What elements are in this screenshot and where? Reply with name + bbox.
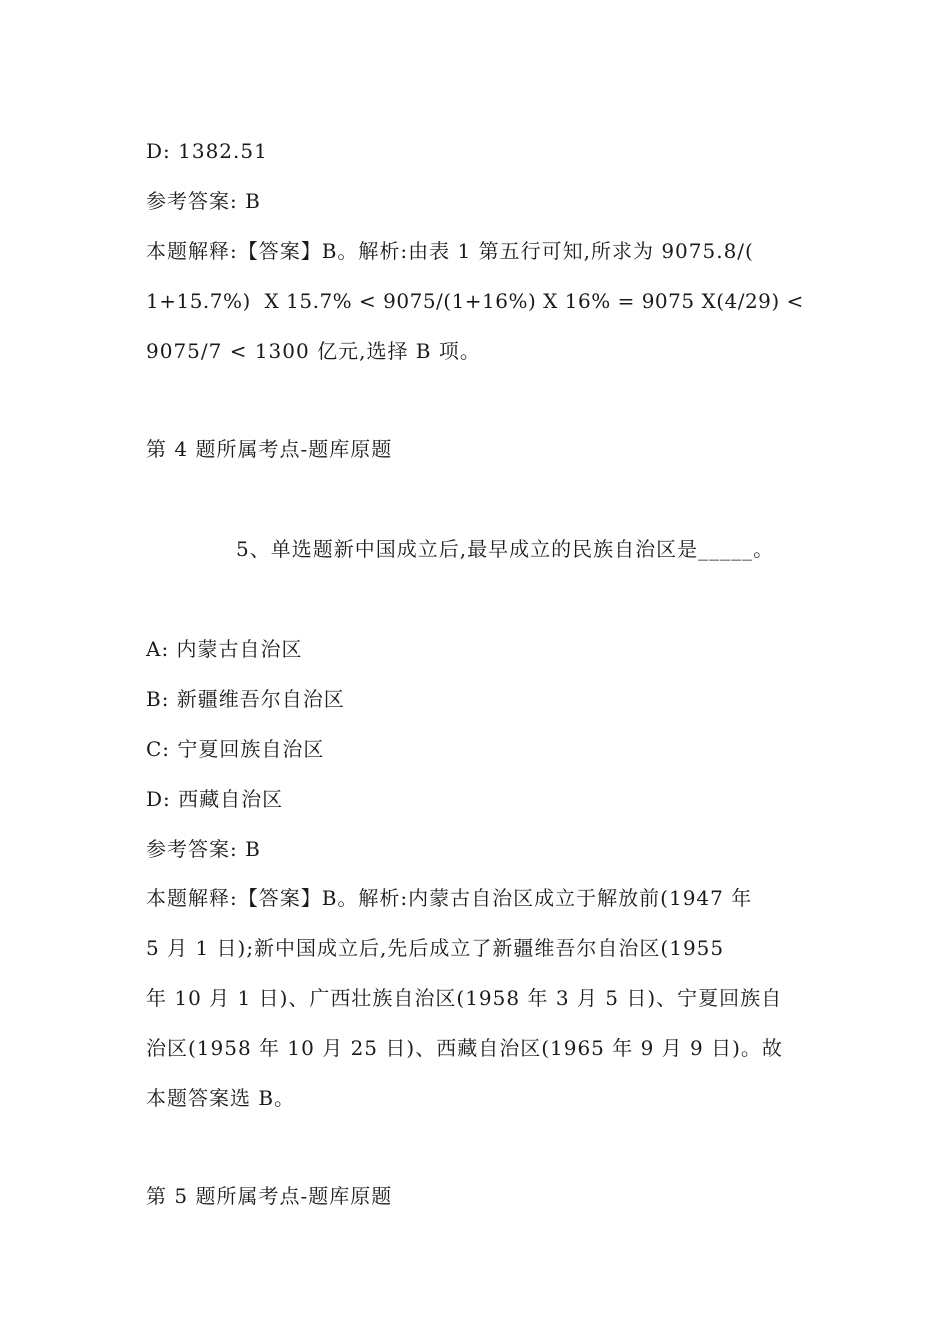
q5-explanation-line-1: 本题解释:【答案】B。解析:内蒙古自治区成立于解放前(1947 年 <box>146 886 753 910</box>
q4-explanation-line-1: 本题解释:【答案】B。解析:由表 1 第五行可知,所求为 9075.8/( <box>146 239 754 263</box>
q5-explanation-line-3: 年 10 月 1 日)、广西壮族自治区(1958 年 3 月 5 日)、宁夏回族自 <box>146 986 783 1010</box>
q5-explanation-line-4: 治区(1958 年 10 月 25 日)、西藏自治区(1965 年 9 月 9 日)。故 <box>146 1036 783 1060</box>
q5-option-b: B: 新疆维吾尔自治区 <box>146 687 345 711</box>
q5-explanation-line-5: 本题答案选 B。 <box>146 1086 296 1110</box>
q5-option-a: A: 内蒙古自治区 <box>146 637 303 661</box>
q5-topic: 第 5 题所属考点-题库原题 <box>146 1184 393 1208</box>
q4-explanation-line-2: 1+15.7%) X 15.7% < 9075/(1+16%) X 16% = 9075 X(4/29) < <box>146 289 804 313</box>
q4-reference-answer: 参考答案: B <box>146 189 261 213</box>
q5-option-c: C: 宁夏回族自治区 <box>146 737 325 761</box>
q5-question: 5、单选题新中国成立后,最早成立的民族自治区是_____。 <box>236 537 775 561</box>
q4-topic: 第 4 题所属考点-题库原题 <box>146 437 393 461</box>
q5-reference-answer: 参考答案: B <box>146 837 261 861</box>
q5-option-d: D: 西藏自治区 <box>146 787 284 811</box>
q5-explanation-line-2: 5 月 1 日);新中国成立后,先后成立了新疆维吾尔自治区(1955 <box>146 936 725 960</box>
q4-option-d: D: 1382.51 <box>146 139 268 163</box>
q4-explanation-line-3: 9075/7 < 1300 亿元,选择 B 项。 <box>146 339 481 363</box>
